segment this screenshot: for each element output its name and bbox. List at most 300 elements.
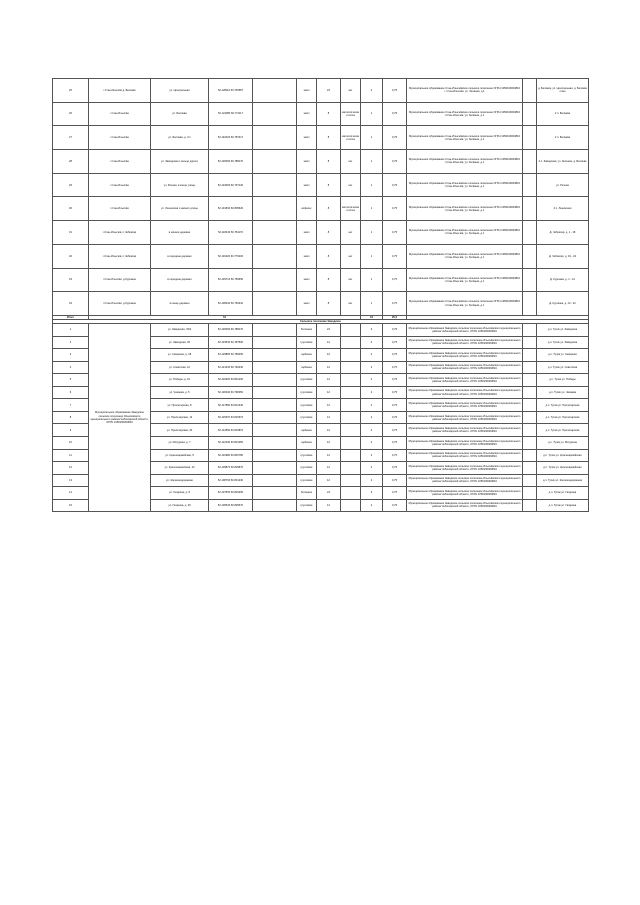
row-number: 5 [53, 374, 89, 387]
street-cell: ул. Заводская, 33/2 [151, 324, 209, 337]
empty-cell [341, 474, 361, 487]
cover-cell: нет [341, 268, 361, 292]
container-count-cell: 1 [361, 173, 383, 197]
cover-cell: металлическая сетка [341, 102, 361, 126]
street-cell: ул. Беляева [151, 102, 209, 126]
surface-cell: щебенка [297, 361, 317, 374]
row-number: 25 [53, 79, 89, 103]
empty-cell [253, 487, 297, 500]
table-row [53, 244, 589, 268]
empty-cell [523, 424, 537, 437]
area-cell: 24 [317, 487, 341, 500]
row-number: 31 [53, 221, 89, 245]
empty-cell [253, 173, 297, 197]
container-count-cell: 1 [361, 150, 383, 174]
row-number: 27 [53, 126, 89, 150]
volume-cell: 0,75 [383, 102, 407, 126]
owner-cell: Муниципальное образование Стан-Ильичёвское сельское поселение ОГРН 1056160003816 г. Стан-Ильичёв, ул. Зелёная, д.1 [407, 79, 523, 103]
container-count-cell: 1 [361, 292, 383, 316]
container-count-cell: 1 [361, 126, 383, 150]
surface-cell: земл [297, 150, 317, 174]
empty-cell [523, 349, 537, 362]
street-cell: ул. Пролетарская, 8 [151, 399, 209, 412]
surface-cell: бетонное [297, 487, 317, 500]
volume-cell: 0,75 [383, 474, 407, 487]
section-title: Сельское поселение Заводское [53, 319, 589, 323]
source-cell: Д. Курганка, д. 13 - 22 [537, 292, 589, 316]
surface-cell: грунтовое [297, 399, 317, 412]
volume-cell: 0,75 [383, 126, 407, 150]
container-count-cell: 2 [361, 79, 383, 103]
empty-cell [523, 173, 537, 197]
surface-cell: щебенка [297, 436, 317, 449]
street-cell: ул. Железнодорожная [151, 474, 209, 487]
cover-cell: нет [341, 79, 361, 103]
empty-cell [253, 268, 297, 292]
coordinates-cell: 52.117890 60.812340 [209, 399, 253, 412]
table-row [53, 126, 589, 150]
volume-cell: 0,75 [383, 324, 407, 337]
area-cell: 12 [317, 349, 341, 362]
volume-cell: 0,75 [383, 449, 407, 462]
street-cell: в середине деревни [151, 244, 209, 268]
area-cell: 8 [317, 126, 341, 150]
row-number: 26 [53, 102, 89, 126]
table-row [53, 173, 589, 197]
coordinates-cell: 52.109870 60.829870 [209, 462, 253, 475]
row-number: 13 [53, 474, 89, 487]
container-count-cell: 2 [361, 449, 383, 462]
source-cell: д.п. Тупик ул. Пролетарская [537, 399, 589, 412]
row-number: 9 [53, 424, 89, 437]
source-cell: ул. Речная [537, 173, 589, 197]
row-number: 28 [53, 150, 89, 174]
document-sheet [52, 78, 588, 512]
empty-cell [341, 336, 361, 349]
row-number: 11 [53, 449, 89, 462]
container-count-cell: 1 [361, 221, 383, 245]
owner-cell: Муниципальное образование Заводское сельское поселение Ильичёвского муниципального района Чебоксарской области, ОГРН 1056160003824 [407, 424, 523, 437]
container-count-cell: 2 [361, 361, 383, 374]
surface-cell: бетонное [297, 324, 317, 337]
source-cell: д.п. Тупик ул. Гагарина [537, 499, 589, 512]
area-cell: 12 [317, 336, 341, 349]
empty-cell [523, 399, 537, 412]
coordinates-cell: 52.136090 60.788170 [209, 324, 253, 337]
street-cell: в конце деревни [151, 292, 209, 316]
source-cell: д.п. Тупик ул. Мичурина [537, 436, 589, 449]
table-row [53, 221, 589, 245]
empty-cell [523, 499, 537, 512]
owner-cell: Муниципальное образование Заводское сельское поселение Ильичёвского муниципального района Чебоксарской области, ОГРН 1056160003824 [407, 436, 523, 449]
row-number: 32 [53, 244, 89, 268]
street-cell: ул. Заводская и кольцо дороги [151, 150, 209, 174]
container-count-cell: 2 [361, 349, 383, 362]
owner-cell: Муниципальное образование Заводское сельское поселение Ильичёвского муниципального района Чебоксарской области, ОГРН 1056160003824 [407, 349, 523, 362]
coordinates-cell: 52.119620 60.801230 [209, 374, 253, 387]
owner-cell: Муниципальное образование Заводское сельское поселение Ильичёвского муниципального района Чебоксарской области, ОГРН 1056160003824 [407, 474, 523, 487]
coordinates-cell: 52.118240 60.798450 [209, 386, 253, 399]
owner-cell: Муниципальное образование Заводское сельское поселение Ильичёвского муниципального района Чебоксарской области, ОГРН 1056160003824 [407, 336, 523, 349]
street-cell: ул. Беляева, д. 3.1 [151, 126, 209, 150]
register-table [52, 78, 589, 512]
container-count-cell: 2 [361, 336, 383, 349]
empty-cell [253, 386, 297, 399]
empty-cell [253, 150, 297, 174]
surface-cell: щебенка [297, 349, 317, 362]
source-cell: д.п. Тупик ул. Победы [537, 374, 589, 387]
surface-cell: грунтовое [297, 386, 317, 399]
coordinates-cell: 52.140020 60.787417 [209, 126, 253, 150]
empty-cell [523, 386, 537, 399]
empty-cell [341, 487, 361, 500]
empty-cell [253, 411, 297, 424]
empty-cell [341, 462, 361, 475]
owner-cell: Муниципальное образование Стан-Ильичёвское сельское поселение ОГРН 1056160003816 г.Стан-Ильичёв, ул. Зелёная, д.1 [407, 102, 523, 126]
surface-cell: земл [297, 173, 317, 197]
source-cell: Д. Чебоксар, д. 19 - 34 [537, 244, 589, 268]
container-count-cell: 3 [361, 487, 383, 500]
coordinates-cell: 52.138040 60.760310 [209, 292, 253, 316]
empty-cell [523, 374, 537, 387]
volume-cell: 0,75 [383, 221, 407, 245]
table-row [53, 79, 589, 103]
empty-cell [523, 336, 537, 349]
container-count-cell: 1 [361, 102, 383, 126]
street-cell: ул. Красноармейская, 14 [151, 462, 209, 475]
volume-cell: 0,75 [383, 399, 407, 412]
empty-cell [253, 462, 297, 475]
empty-cell [253, 399, 297, 412]
district-cell: Муниципальное образование Заводское сельское поселение Ильичёвского муниципального района Чебоксарской области, ОГРН 1056160003824 [89, 324, 151, 512]
cover-cell: металлическая сетка [341, 197, 361, 221]
surface-cell: грунтовое [297, 374, 317, 387]
empty-cell [253, 324, 297, 337]
table-row [53, 324, 589, 337]
source-cell: 2 п. Заводская, ул. Зеленая, д. Беляевк [537, 150, 589, 174]
empty-cell [523, 244, 537, 268]
area-cell: 12 [317, 436, 341, 449]
empty-cell [253, 244, 297, 268]
settlement-cell: г.Стан-Ильичёв д. Беляевк [89, 79, 151, 103]
empty-cell [523, 436, 537, 449]
coordinates-cell: 52.139710 60.756650 [209, 268, 253, 292]
volume-cell: 0,75 [383, 361, 407, 374]
volume-cell: 0,75 [383, 411, 407, 424]
empty-cell [523, 150, 537, 174]
surface-cell: земл [297, 268, 317, 292]
area-cell: 12 [317, 411, 341, 424]
volume-cell: 0,75 [383, 268, 407, 292]
source-cell: Д. Чебоксар, д. 1 - 18 [537, 221, 589, 245]
owner-cell: Муниципальное образование Стан-Ильичёвское сельское поселение ОГРН 1056160003816 г.Стан-Ильичёв, ул. Зелёная, д.1 [407, 173, 523, 197]
coordinates-cell: 52.134090 60.797120 [209, 173, 253, 197]
container-count-cell: 2 [361, 399, 383, 412]
owner-cell: Муниципальное образование Заводское сельское поселение Ильичёвского муниципального района Чебоксарской области, ОГРН 1056160003824 [407, 411, 523, 424]
empty-cell [253, 336, 297, 349]
empty-cell [523, 449, 537, 462]
area-cell: 12 [317, 374, 341, 387]
container-count-cell: 2 [361, 436, 383, 449]
source-cell: д.п. Тупик ул. Чапаева [537, 386, 589, 399]
empty-cell [253, 102, 297, 126]
source-cell: д.п. Тупик ул. Северная [537, 349, 589, 362]
empty-cell [523, 487, 537, 500]
totals-count: 34 [89, 315, 361, 319]
owner-cell: Муниципальное образование Заводское сельское поселение Ильичёвского муниципального района Чебоксарской области, ОГРН 1056160003824 [407, 374, 523, 387]
street-cell: ул. Центральная [151, 79, 209, 103]
surface-cell: грунтовое [297, 411, 317, 424]
street-cell: ул. Советская, 12 [151, 361, 209, 374]
source-cell: д.п. Тупик ул. Заводская [537, 324, 589, 337]
table-row [53, 150, 589, 174]
area-cell: 12 [317, 399, 341, 412]
street-cell: ул. Красноармейская, 5 [151, 449, 209, 462]
source-cell: д.п. Тупик ул. Железнодорожная [537, 474, 589, 487]
street-cell: в начале деревни [151, 221, 209, 245]
empty-cell [253, 197, 297, 221]
container-count-cell: 1 [361, 244, 383, 268]
street-cell: в середине деревни [151, 268, 209, 292]
row-number: 2 [53, 336, 89, 349]
coordinates-cell: 52.114560 60.819870 [209, 424, 253, 437]
empty-cell [341, 411, 361, 424]
empty-cell [523, 361, 537, 374]
coordinates-cell: 52.112340 60.823450 [209, 436, 253, 449]
container-count-cell: 1 [361, 268, 383, 292]
street-cell: ул. Пролетарская, 20 [151, 424, 209, 437]
empty-cell [341, 386, 361, 399]
street-cell: ул. Гагарина, д. 8 [151, 487, 209, 500]
owner-cell: Муниципальное образование Стан-Ильичёвское сельское поселение ОГРН 1056160003816 г.Стан-Ильичёв, ул. Зелёная, д.1 [407, 126, 523, 150]
settlement-cell: г.Стан-Ильичёв, д.Курганка [89, 292, 151, 316]
area-cell: 12 [317, 386, 341, 399]
row-number: 30 [53, 197, 89, 221]
settlement-cell: г.Стан-Ильичёв, д.Курганка [89, 268, 151, 292]
cover-cell: нет [341, 150, 361, 174]
container-count-cell: 2 [361, 424, 383, 437]
owner-cell: Муниципальное образование Заводское сельское поселение Ильичёвского муниципального района Чебоксарской области, ОГРН 1056160003824 [407, 487, 523, 500]
surface-cell: земл [297, 221, 317, 245]
empty-cell [341, 499, 361, 512]
row-number: 33 [53, 268, 89, 292]
settlement-cell: г.Стан-Ильичёв, п.Чебоксар [89, 221, 151, 245]
row-number: 7 [53, 399, 89, 412]
source-cell: д.п. Тупик ул. Пролетарская [537, 424, 589, 437]
empty-cell [341, 324, 361, 337]
volume-cell: 0,75 [383, 374, 407, 387]
owner-cell: Муниципальное образование Стан-Ильичёвское сельское поселение ОГРН 1056160003816 г.Стан-Ильичёв, ул. Зелёная, д.1 [407, 197, 523, 221]
volume-cell: 0,75 [383, 173, 407, 197]
container-count-cell: 2 [361, 411, 383, 424]
empty-cell [341, 436, 361, 449]
source-cell: д.п. Тупик ул. Заводская [537, 336, 589, 349]
area-cell: 8 [317, 292, 341, 316]
empty-cell [253, 499, 297, 512]
source-cell: 2 п. Беляева [537, 126, 589, 150]
volume-cell: 0,75 [383, 336, 407, 349]
volume-cell: 0,75 [383, 462, 407, 475]
coordinates-cell: 52.115670 60.815670 [209, 411, 253, 424]
surface-cell: земл [297, 244, 317, 268]
settlement-cell: г.Стан-Ильичёв [89, 150, 151, 174]
source-cell: д.п. Тупик ул. Красноармейская [537, 449, 589, 462]
coordinates-cell: 52.108760 60.831230 [209, 474, 253, 487]
empty-cell [523, 221, 537, 245]
settlement-cell: г.Стан-Ильичёв [89, 102, 151, 126]
owner-cell: Муниципальное образование Заводское сельское поселение Ильичёвского муниципального района Чебоксарской области, ОГРН 1056160003824 [407, 361, 523, 374]
surface-cell: грунтовое [297, 462, 317, 475]
empty-cell [253, 361, 297, 374]
street-cell: ул. Северная, д. 18 [151, 349, 209, 362]
surface-cell: земл [297, 292, 317, 316]
empty-cell [523, 126, 537, 150]
row-number: 34 [53, 292, 89, 316]
surface-cell: земл [297, 79, 317, 103]
owner-cell: Муниципальное образование Стан-Ильичёвское сельское поселение ОГРН 1056160003816 г.Стан-Ильичёв, ул. Зелёная, д.1 [407, 244, 523, 268]
source-cell: 2 п. Ленинская [537, 197, 589, 221]
street-cell: ул. Чапаева, д. 5 [151, 386, 209, 399]
empty-cell [341, 349, 361, 362]
area-cell: 12 [317, 361, 341, 374]
volume-cell: 0,75 [383, 292, 407, 316]
container-count-cell: 1 [361, 197, 383, 221]
empty-cell [523, 462, 537, 475]
table-row [53, 102, 589, 126]
totals-label: Итого [53, 315, 89, 319]
surface-cell: грунтовое [297, 449, 317, 462]
coordinates-cell: 52.129880 60.789450 [209, 349, 253, 362]
table-row [53, 197, 589, 221]
area-cell: 12 [317, 424, 341, 437]
volume-cell: 0,75 [383, 487, 407, 500]
street-cell: ул. Пролетарская, 12 [151, 411, 209, 424]
coordinates-cell: 52.107650 60.833450 [209, 487, 253, 500]
cover-cell: нет [341, 244, 361, 268]
empty-cell [253, 79, 297, 103]
empty-cell [341, 424, 361, 437]
volume-cell: 0,75 [383, 79, 407, 103]
street-cell: ул. Речная, в конце улицы [151, 173, 209, 197]
settlement-cell: г.Стан-Ильичёв [89, 197, 151, 221]
empty-cell [523, 324, 537, 337]
row-number: 6 [53, 386, 89, 399]
owner-cell: Муниципальное образование Заводское сельское поселение Ильичёвского муниципального района Чебоксарской области, ОГРН 1056160003824 [407, 462, 523, 475]
surface-cell: грунтовое [297, 474, 317, 487]
coordinates-cell: 52.118240 60.781170 [209, 221, 253, 245]
surface-cell: земл [297, 102, 317, 126]
volume-cell: 0,75 [383, 197, 407, 221]
area-cell: 12 [317, 449, 341, 462]
empty-cell [523, 268, 537, 292]
coordinates-cell: 52.131840 60.805620 [209, 197, 253, 221]
totals-containers: 34 [361, 315, 383, 319]
volume-cell: 0,75 [383, 150, 407, 174]
container-count-cell: 2 [361, 474, 383, 487]
empty-cell [523, 474, 537, 487]
surface-cell: щебенка [297, 424, 317, 437]
empty-cell [253, 126, 297, 150]
cover-cell: металлическая сетка [341, 126, 361, 150]
surface-cell: грунтовое [297, 336, 317, 349]
area-cell: 12 [317, 462, 341, 475]
empty-cell [341, 399, 361, 412]
volume-cell: 0,75 [383, 436, 407, 449]
empty-cell [253, 449, 297, 462]
container-count-cell: 2 [361, 462, 383, 475]
row-number: 14 [53, 487, 89, 500]
empty-cell [341, 361, 361, 374]
surface-cell: асфальт [297, 197, 317, 221]
empty-cell [523, 411, 537, 424]
surface-cell: земл [297, 126, 317, 150]
area-cell: 8 [317, 102, 341, 126]
surface-cell: грунтовое [297, 499, 317, 512]
owner-cell: Муниципальное образование Стан-Ильичёвское сельское поселение ОГРН 1056160003816 г.Стан-Ильичёв, ул. Зелёная, д.1 [407, 221, 523, 245]
empty-cell [341, 449, 361, 462]
source-cell: д.п. Тупик ул. Красноармейская [537, 462, 589, 475]
coordinates-cell: 52.116420 60.776230 [209, 244, 253, 268]
settlement-cell: г.Стан-Ильичёв [89, 126, 151, 150]
empty-cell [253, 436, 297, 449]
empty-cell [523, 197, 537, 221]
row-number: 8 [53, 411, 89, 424]
street-cell: ул. Ленинская и начало улицы [151, 197, 209, 221]
cover-cell: нет [341, 173, 361, 197]
area-cell: 8 [317, 244, 341, 268]
source-cell: д.п. Тупик ул. Гагарина [537, 487, 589, 500]
area-cell: 12 [317, 499, 341, 512]
source-cell: д.п. Тупик ул. Советская [537, 361, 589, 374]
area-cell: 8 [317, 150, 341, 174]
table-row [53, 292, 589, 316]
row-number: 1 [53, 324, 89, 337]
empty-cell [253, 349, 297, 362]
source-cell: Д. Курганка, д. 1 - 12 [537, 268, 589, 292]
owner-cell: Муниципальное образование Заводское сельское поселение Ильичёвского муниципального района Чебоксарской области, ОГРН 1056160003824 [407, 324, 523, 337]
coordinates-cell: 52.106540 60.835670 [209, 499, 253, 512]
volume-cell: 0,75 [383, 244, 407, 268]
row-number: 10 [53, 436, 89, 449]
empty-cell [523, 79, 537, 103]
row-number: 3 [53, 349, 89, 362]
cover-cell: нет [341, 292, 361, 316]
owner-cell: Муниципальное образование Заводское сельское поселение Ильичёвского муниципального района Чебоксарской области, ОГРН 1056160003824 [407, 499, 523, 512]
empty-cell [523, 292, 537, 316]
owner-cell: Муниципальное образование Стан-Ильичёвское сельское поселение ОГРН 1056160003816 г.Стан-Ильичёв, ул. Зелёная, д.1 [407, 268, 523, 292]
area-cell: 8 [317, 268, 341, 292]
area-cell: 8 [317, 173, 341, 197]
area-cell: 24 [317, 324, 341, 337]
empty-cell [523, 102, 537, 126]
table-row [53, 268, 589, 292]
area-cell: 8 [317, 221, 341, 245]
container-count-cell: 2 [361, 499, 383, 512]
area-cell: 24 [317, 79, 341, 103]
totals-volume: 25,5 [383, 315, 407, 319]
cover-cell: нет [341, 221, 361, 245]
coordinates-cell: 52.128110 60.745587 [209, 79, 253, 103]
empty-cell [253, 374, 297, 387]
empty-cell [253, 221, 297, 245]
volume-cell: 0,75 [383, 349, 407, 362]
area-cell: 8 [317, 197, 341, 221]
empty-cell [253, 424, 297, 437]
source-cell: 2 п. Беляева [537, 102, 589, 126]
empty-cell [341, 374, 361, 387]
source-cell: д. Беляевк, ул. Центральная, д. Беляевк план [537, 79, 589, 103]
row-number: 15 [53, 499, 89, 512]
